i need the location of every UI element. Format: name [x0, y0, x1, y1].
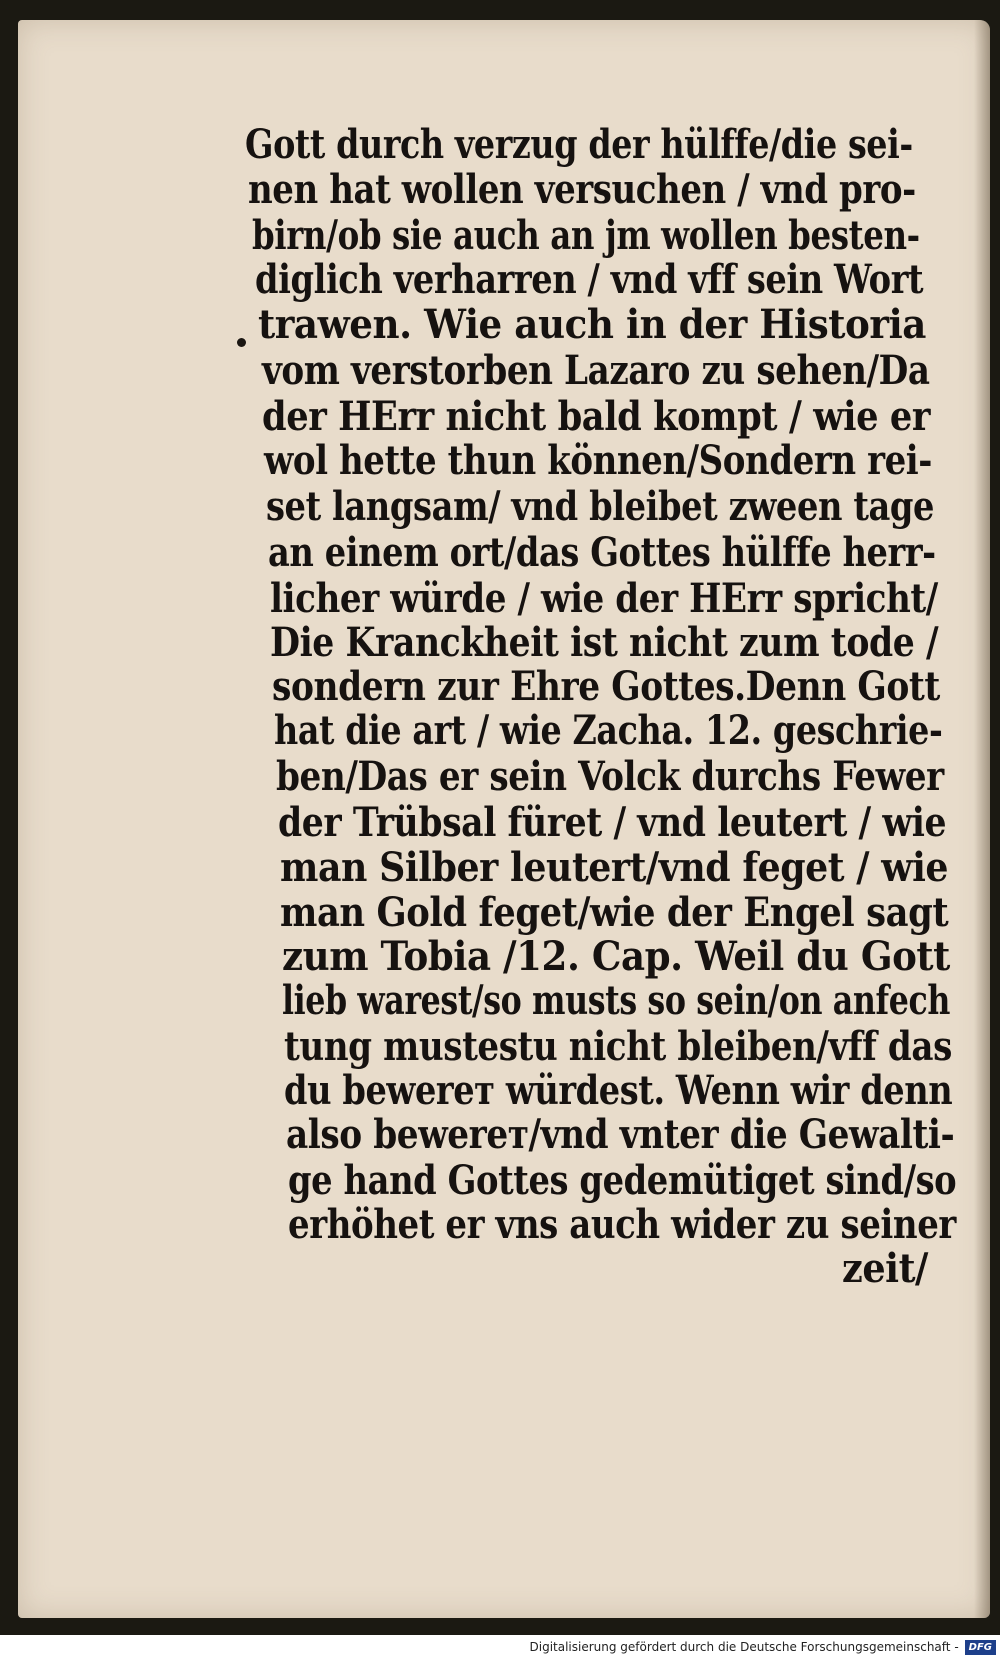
catchword: zeit/: [842, 1245, 928, 1292]
text-line: licher würde / wie der HErr spricht/: [270, 575, 938, 622]
text-line: wol hette thun können/Sondern rei-: [264, 437, 932, 484]
text-line: Gott durch verzug der hülffe/die sei-: [245, 121, 913, 168]
text-line: tung mustestu nicht bleiben/vff das: [284, 1023, 952, 1070]
text-line: hat die art / wie Zacha. 12. geschrie-: [274, 707, 943, 754]
dfg-logo: DFG: [965, 1640, 996, 1655]
text-line: also bewerет/vnd vnter die Gewalti-: [286, 1111, 955, 1158]
text-line: ge hand Gottes gedemütiget sind/so: [288, 1157, 957, 1204]
text-line: erhöhet er vns auch wider zu seiner: [288, 1201, 956, 1248]
text-line: set langsam/ vnd bleibet zween tage: [266, 483, 935, 530]
text-line: vom verstorben Lazaro zu sehen/Da: [262, 347, 930, 394]
footer-text: Digitalisierung gefördert durch die Deutsche Forschungsgemeinschaft -: [529, 1640, 959, 1654]
text-line: ben/Das er sein Volck durchs Fewer: [276, 753, 944, 800]
text-line: birn/ob sie auch an jm wollen besten-: [252, 212, 920, 259]
text-line: man Gold feget/wie der Engel sagt: [280, 889, 949, 936]
margin-dot: [237, 338, 246, 347]
text-line: diglich verharren / vnd vff sein Wort: [255, 256, 924, 303]
text-line: an einem ort/das Gottes hülffe herr-: [268, 529, 936, 576]
text-line: der Trübsal füret / vnd leutert / wie: [278, 799, 947, 846]
text-line: du bewerет würdest. Wenn wir denn: [284, 1067, 953, 1114]
text-line: der HErr nicht bald kompt / wie er: [262, 393, 931, 440]
footer-bar: [0, 1635, 1000, 1659]
text-line: sondern zur Ehre Gottes.Denn Gott: [272, 663, 940, 710]
text-line: trawen. Wie auch in der Historia: [258, 301, 926, 348]
text-line: nen hat wollen versuchen / vnd pro-: [248, 166, 916, 213]
text-line: man Silber leutert/vnd feget / wie: [280, 844, 949, 891]
text-line: lieb warest/so musts so sein/on anfech: [282, 977, 950, 1024]
text-line: zum Tobia /12. Cap. Weil du Gott: [282, 933, 950, 980]
text-line: Die Kranckheit ist nicht zum tode /: [270, 619, 939, 666]
